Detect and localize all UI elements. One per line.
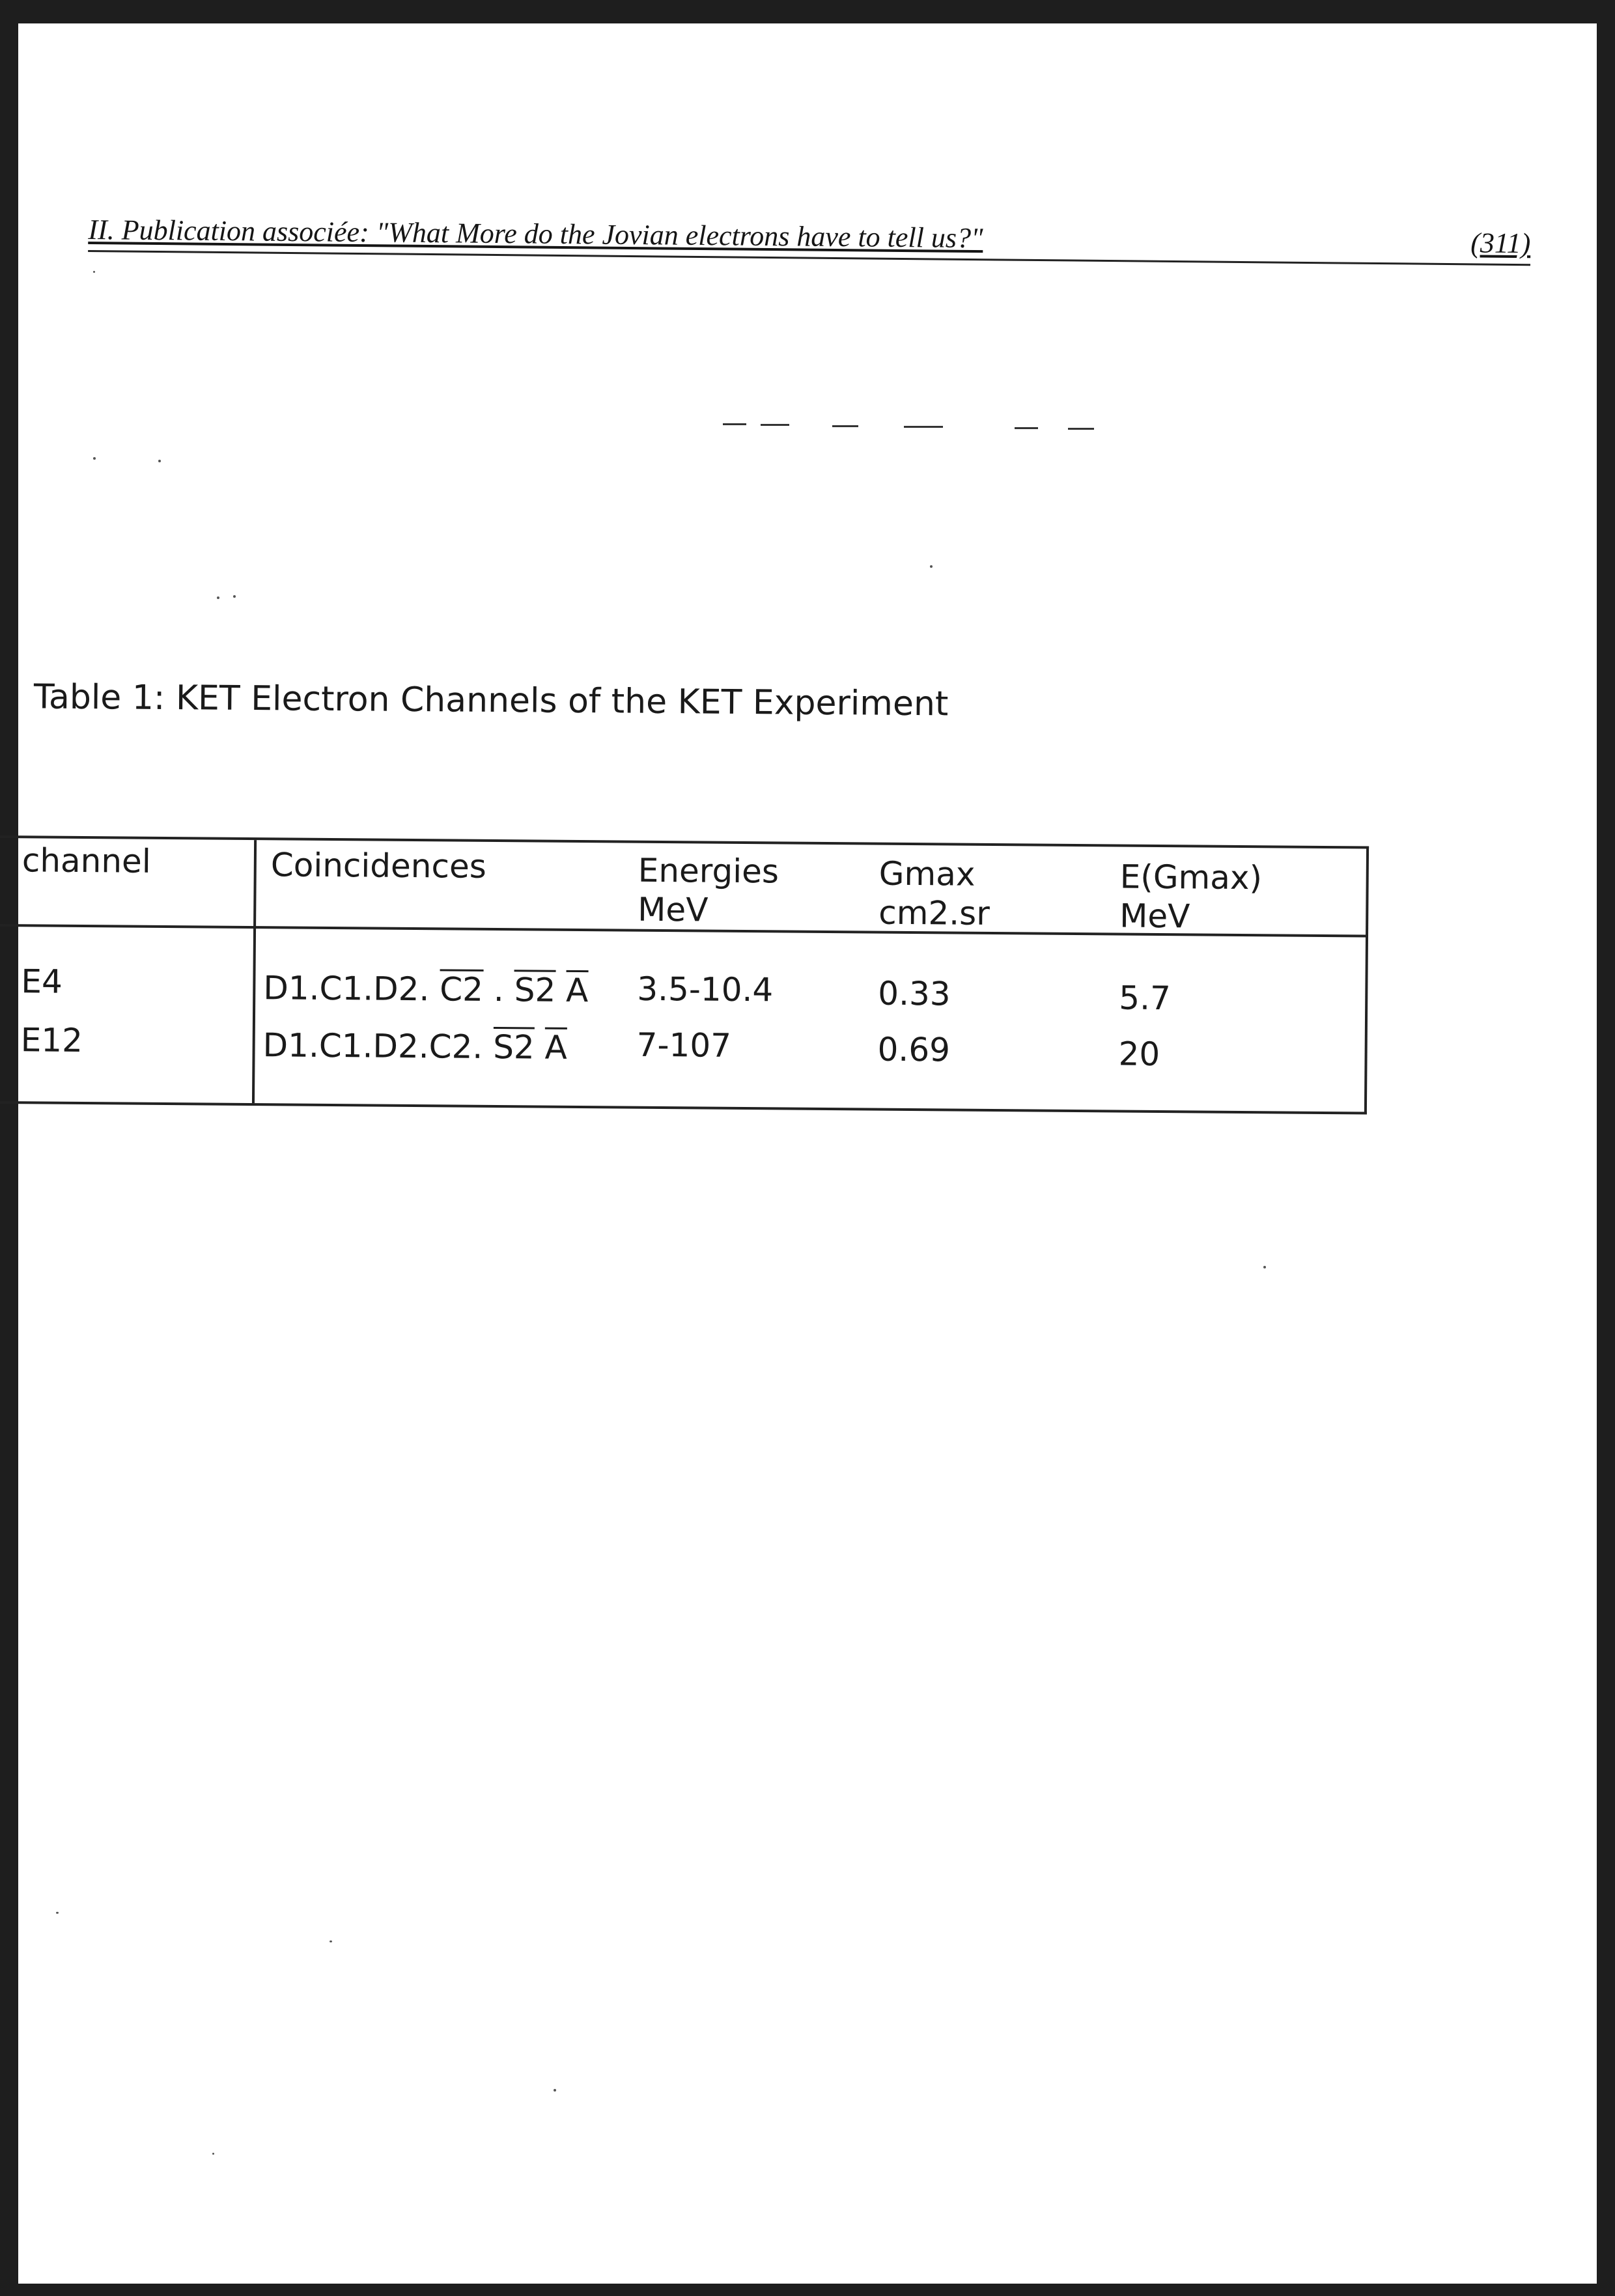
col-header-coincidences-line1: Coincidences (270, 846, 487, 886)
table-row (0, 1020, 1365, 1076)
coincidence-separator: . (493, 970, 505, 1009)
cell-e-gmax: 5.7 (1119, 979, 1172, 1018)
overlined-term: C2 (440, 970, 484, 1009)
col-header-energies (638, 851, 779, 931)
cell-energies: 3.5-10.4 (637, 970, 774, 1009)
table-caption: Table 1: KET Electron Channels of the KET Experiment (33, 677, 949, 724)
col-header-gmax-unit: cm2.sr (878, 893, 990, 932)
overlined-term: A (544, 1028, 568, 1067)
col-header-e-gmax-line1: E(Gmax) (1119, 858, 1263, 897)
cell-coincidences (263, 968, 589, 1010)
col-header-e-gmax (1119, 858, 1262, 937)
header-title: II. Publication associée: "What More do the Jovian electrons have to tell us?" (88, 213, 983, 255)
cell-energies: 7-107 (636, 1026, 732, 1065)
col-header-gmax-line1: Gmax (878, 854, 976, 893)
overlined-term: S2 (492, 1028, 535, 1067)
col-header-coincidences (271, 845, 486, 886)
col-header-channel (22, 841, 151, 881)
cell-gmax: 0.33 (878, 974, 951, 1013)
col-header-gmax (878, 854, 990, 933)
overlined-term: A (565, 971, 589, 1010)
data-table (0, 835, 1369, 1115)
cell-e-gmax: 20 (1118, 1035, 1160, 1074)
overlined-term: S2 (514, 971, 556, 1009)
table-row (0, 962, 1366, 1018)
col-header-channel-line1: channel (21, 841, 151, 880)
col-header-energies-line1: Energies (638, 851, 779, 891)
header-page-number: (311) (1470, 227, 1531, 260)
col-header-energies-unit: MeV (638, 890, 709, 929)
cell-gmax: 0.69 (877, 1030, 951, 1069)
cell-coincidences (262, 1025, 567, 1067)
coincidence-prefix: D1.C1.D2.C2. (262, 1026, 483, 1066)
col-header-e-gmax-unit: MeV (1119, 897, 1190, 936)
cell-channel: E4 (21, 962, 63, 1001)
cell-channel: E12 (20, 1021, 83, 1060)
coincidence-prefix: D1.C1.D2. (263, 969, 430, 1009)
